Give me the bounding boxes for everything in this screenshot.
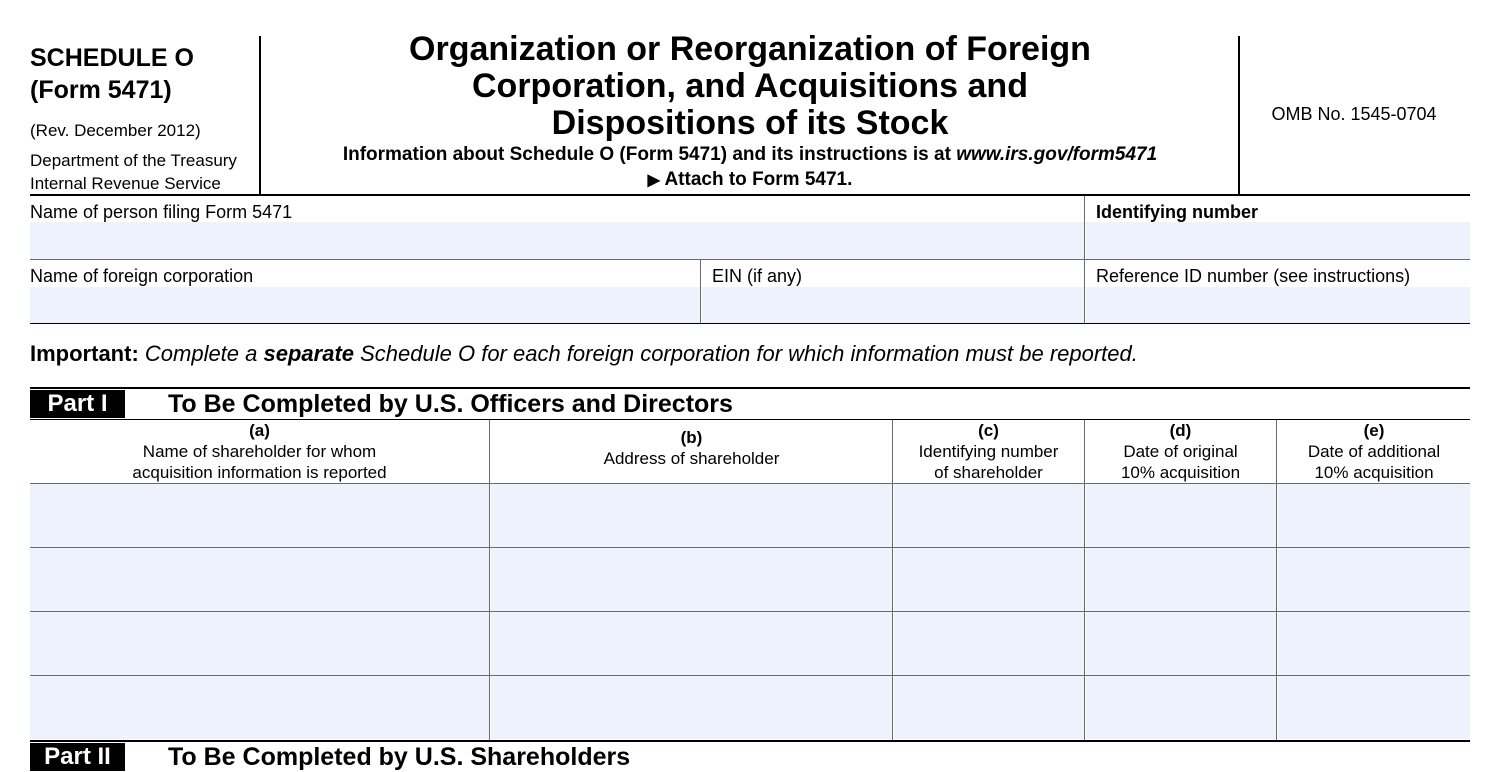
- field-row-divider: [30, 259, 1470, 260]
- table-cell-c[interactable]: [894, 548, 1084, 611]
- table-cell-b[interactable]: [491, 612, 892, 675]
- column-divider-cd: [1084, 420, 1085, 740]
- important-note: [30, 341, 1138, 367]
- table-cell-b[interactable]: [491, 548, 892, 611]
- table-cell-a[interactable]: [30, 676, 489, 739]
- person-filing-label: Name of person filing Form 5471: [30, 202, 293, 222]
- ein-field[interactable]: [702, 287, 1084, 323]
- table-cell-d[interactable]: [1086, 676, 1276, 739]
- form-title: [262, 31, 1238, 142]
- ein-divider: [700, 260, 701, 324]
- column-divider-ab: [489, 420, 490, 740]
- reference-id-label: Reference ID number (see instructions): [1096, 266, 1411, 286]
- table-cell-a[interactable]: [30, 548, 489, 611]
- table-cell-e[interactable]: [1278, 484, 1470, 547]
- reference-id-field[interactable]: [1086, 287, 1470, 323]
- identifying-number-field[interactable]: [1086, 222, 1470, 259]
- person-filing-field[interactable]: [30, 222, 1084, 259]
- table-cell-d[interactable]: [1086, 548, 1276, 611]
- part1-title: To Be Completed by U.S. Officers and Directors: [168, 390, 733, 418]
- table-cell-c[interactable]: [894, 484, 1084, 547]
- title-line-1: Organization or Reorganization of Foreign: [409, 30, 1091, 68]
- important-emphasis: separate: [263, 341, 355, 366]
- omb-number: OMB No. 1545-0704: [1271, 104, 1437, 124]
- form-number: (Form 5471): [30, 76, 172, 104]
- table-cell-a[interactable]: [30, 612, 489, 675]
- ein-label: EIN (if any): [712, 266, 803, 286]
- schedule-name: [30, 42, 194, 106]
- instructions-info: [262, 144, 1238, 166]
- foreign-corporation-label: Name of foreign corporation: [30, 266, 254, 286]
- column-divider-bc: [892, 420, 893, 740]
- table-cell-e[interactable]: [1278, 548, 1470, 611]
- department: Department of the Treasury: [30, 151, 237, 170]
- column-header-e: (e) Date of additional 10% acquisition: [1307, 421, 1441, 482]
- identifying-number-label: Identifying number: [1096, 202, 1258, 222]
- arrow-right-icon: ▶: [647, 172, 660, 189]
- table-cell-d[interactable]: [1086, 612, 1276, 675]
- part2-badge: Part II: [30, 743, 125, 771]
- fields-bottom-rule: [30, 323, 1470, 324]
- revision-date: (Rev. December 2012): [30, 121, 201, 140]
- table-cell-c[interactable]: [894, 676, 1084, 739]
- part2-title: To Be Completed by U.S. Shareholders: [168, 743, 631, 771]
- table-cell-c[interactable]: [894, 612, 1084, 675]
- attach-note: [262, 169, 1238, 191]
- header-divider-left: [259, 36, 261, 195]
- important-label: Important:: [30, 341, 139, 366]
- attach-text: Attach to Form 5471.: [659, 169, 853, 190]
- header-bottom-rule: [30, 194, 1470, 196]
- agency: Internal Revenue Service: [30, 174, 221, 193]
- title-line-2: Corporation, and Acquisitions and: [472, 67, 1028, 105]
- column-header-b: (b) Address of shareholder: [603, 428, 780, 468]
- important-text-1: Complete a: [138, 341, 264, 366]
- info-url[interactable]: www.irs.gov/form5471: [956, 144, 1158, 165]
- info-text: Information about Schedule O (Form 5471) and its instructions is at: [342, 144, 957, 165]
- column-header-c: (c) Identifying number of shareholder: [918, 421, 1059, 482]
- right-column-divider: [1084, 196, 1085, 324]
- table-cell-a[interactable]: [30, 484, 489, 547]
- part1-badge: Part I: [30, 390, 125, 418]
- title-line-3: Dispositions of its Stock: [551, 104, 949, 142]
- schedule-title: SCHEDULE O: [30, 44, 194, 72]
- column-header-d: (d) Date of original 10% acquisition: [1120, 421, 1241, 482]
- column-header-a: (a) Name of shareholder for whom acquisition information is reported: [132, 421, 387, 482]
- table-cell-b[interactable]: [491, 676, 892, 739]
- table-cell-e[interactable]: [1278, 676, 1470, 739]
- table-cell-d[interactable]: [1086, 484, 1276, 547]
- table-cell-e[interactable]: [1278, 612, 1470, 675]
- foreign-corporation-field[interactable]: [30, 287, 700, 323]
- table-cell-b[interactable]: [491, 484, 892, 547]
- important-text-2: Schedule O for each foreign corporation for which information must be reported.: [354, 341, 1138, 366]
- column-divider-de: [1276, 420, 1277, 740]
